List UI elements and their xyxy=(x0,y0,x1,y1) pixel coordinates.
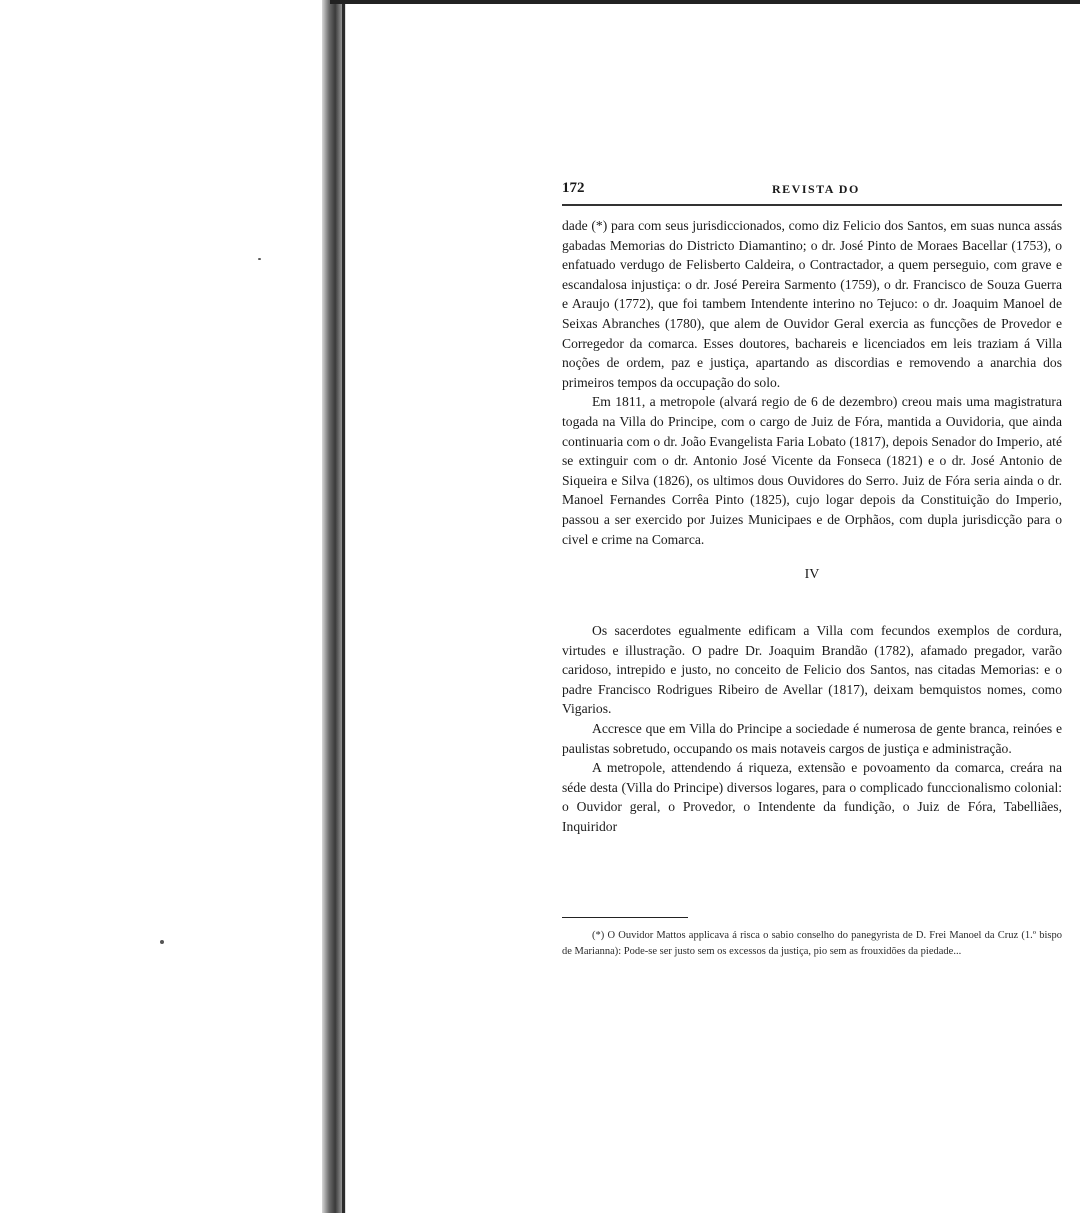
body-paragraph: A metropole, attendendo á riqueza, extensão e povoamento da comarca, creára na séde desta (Villa do Principe) diversos logares, para o complicado funccionalismo colonial: o Ouvidor geral, o Provedor, o Intendente da fundição, o Juiz de Fóra, Tabelliães, Inquiridor xyxy=(562,760,1062,835)
scan-top-edge xyxy=(330,0,1080,4)
body-paragraph: Os sacerdotes egualmente edificam a Villa com fecundos exemplos de cordura, virtudes e illustração. O padre Dr. Joaquim Brandão (1782), afamado pregador, varão caridoso, intrepido e justo, no conceito de Felicio dos Santos, nas citadas Memorias: e o padre Francisco Rodrigues Ribeiro de Avellar (1817), deixam bemquistos nomes, como Vigarios. xyxy=(562,623,1062,717)
section-number: IV xyxy=(804,567,820,583)
body-paragraph: dade (*) para com seus jurisdiccionados, como diz Felicio dos Santos, em suas nunca assás gabadas Memorias do Districto Diamantino; o dr. José Pinto de Moraes Bacellar (1753), o enfatuado verdugo de Felisberto Caldeira, o Contractador, a quem perseguio, com grave e escandalosa injustiça: o dr. José Pereira Sarmento (1759), o dr. Francisco de Souza Guerra e Araujo (1772), que foi tambem Intendente interino no Tejuco: o dr. Joaquim Manoel de Seixas Abranches (1780), que alem de Ouvidor Geral exercia as funcções de Provedor e Corregedor da comarca. Esses doutores, bachareis e licenciados em leis traziam á Villa noções de ordem, paz e justiça, apartando as discordias e removendo a anarchia dos primeiros tempos da occupação do solo. xyxy=(562,218,1062,390)
running-head: REVISTA DO xyxy=(772,182,860,196)
footnote-rule xyxy=(562,917,688,918)
gutter-edge xyxy=(342,0,345,1213)
scan-speck xyxy=(258,258,261,260)
body-paragraph: Em 1811, a metropole (alvará regio de 6 de dezembro) creou mais uma magistratura togada na Villa do Principe, com o cargo de Juiz de Fóra, mantida a Ouvidoria, que ainda continuaria com o dr. João Evangelista Faria Lobato (1817), depois Senador do Imperio, até se extinguir com o dr. Antonio José Vicente da Fonseca (1821) e o dr. José Antonio de Siqueira e Silva (1826), os ultimos dous Ouvidores do Serro. Juiz de Fóra seria ainda o dr. Manoel Fernandes Corrêa Pinto (1825), cujo logar depois da Constituição do Imperio, passou a ser exercido por Juizes Municipaes e de Orphãos, com dupla jurisdicção para o civel e crime na Comarca. xyxy=(562,394,1062,547)
body-paragraph: Accresce que em Villa do Principe a sociedade é numerosa de gente branca, reinóes e paulistas sobretudo, occupando os mais notaveis cargos de justiça e administração. xyxy=(562,721,1062,756)
page-number: 172 xyxy=(562,180,585,196)
scan-speck xyxy=(160,940,164,944)
page-header xyxy=(562,180,1062,202)
book-page xyxy=(562,180,1062,960)
footnote: (*) O Ouvidor Mattos applicava á risca o sabio conselho do panegyrista de D. Frei Manoel da Cruz (1.º bispo de Marianna): Pode-se ser justo sem os excessos da justiça, pio sem as frouxidões da piedade... xyxy=(562,929,1062,957)
header-rule xyxy=(562,204,1062,206)
